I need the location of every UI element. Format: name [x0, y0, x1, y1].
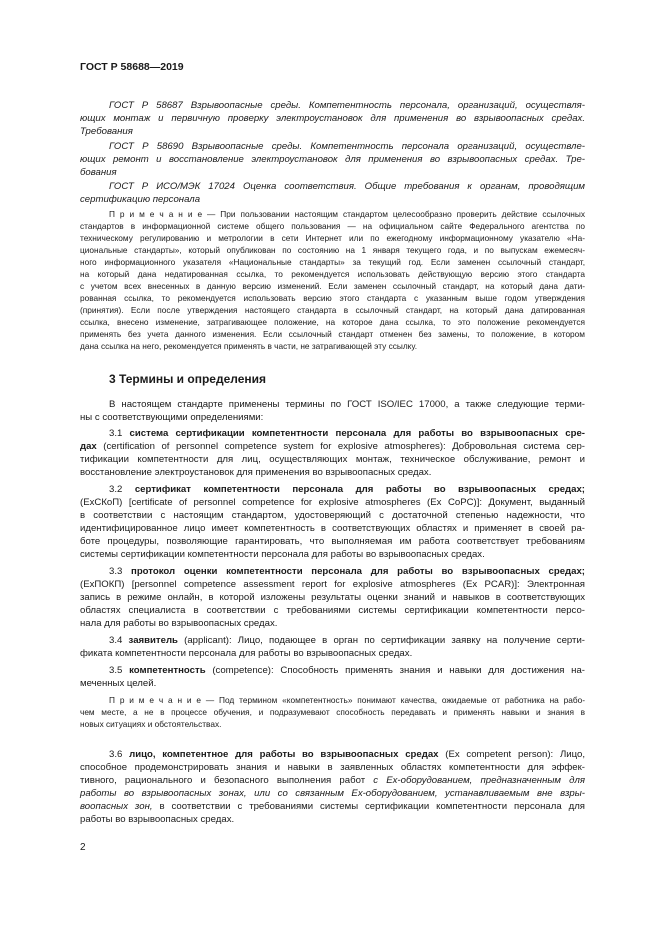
- term-title: система сертификации компетентности персонала для работы во взрывоопасных сре-: [129, 428, 585, 439]
- note-line: П р и м е ч а н и е — Под термином «компетентность» понимают качества, ожидаемые от работника на рабо-: [109, 695, 585, 705]
- note-line: ного информационного указателя «Национальные стандарты» за текущий год. Если заменен ссылочный стандарт,: [80, 257, 585, 267]
- reference-line: ГОСТ Р ИСО/МЭК 17024 Оценка соответствия. Общие требования к органам, проводящим: [109, 181, 585, 192]
- term-3-2-line: [109, 483, 585, 496]
- term-definition: (applicant): Лицо, подающее в орган по сертификации заявку на получение серти-: [177, 635, 585, 646]
- page-number: 2: [80, 842, 86, 853]
- term-3-5-line: [109, 664, 585, 677]
- paragraph-line: ны с соответствующими определениями:: [80, 412, 264, 423]
- term-definition: (Ex competent person): Лицо,: [438, 749, 585, 760]
- term-title: заявитель: [128, 635, 178, 646]
- term-definition: (ExСКоП) [certificate of personnel competence for explosive atmospheres (Ex CoPC)]: Документ, выданный: [80, 497, 585, 508]
- term-number: 3.2: [109, 484, 123, 495]
- note-line: дана ссылка на него, рекомендуется применять в части, не затрагивающей эту ссылку.: [80, 341, 418, 351]
- term-title: сертификат компетентности персонала для работы во взрывоопасных средах;: [134, 484, 585, 495]
- term-title: компетентность: [129, 665, 206, 676]
- note-line: новых ситуациях и обстоятельствах.: [80, 719, 222, 729]
- term-title: протокол оценки компетентности персонала для работы во взрывоопасных средах;: [131, 566, 585, 577]
- term-definition: идентифицированное лицо имеет компетентность в соответствующих областях и применяет в своей ра-: [80, 523, 585, 534]
- paragraph-line: В настоящем стандарте применены термины по ГОСТ ISO/IEC 17000, а также следующие терми-: [109, 399, 585, 410]
- note-line: ссылка, внесено изменение, затрагивающее положение, на которое дана ссылка, то это положение рекомендуется: [80, 317, 585, 327]
- term-3-3-line: [109, 565, 585, 578]
- reference-line: ющих монтаж и первичную проверку электроустановок для применения во взрывоопасных средах.: [80, 113, 585, 124]
- note-line: техническому регулированию и метрологии в сети Интернет или по ежегодному информационному указателю «На-: [80, 233, 585, 243]
- reference-line: Требования: [80, 126, 133, 137]
- term-3-4-line: [109, 634, 585, 647]
- reference-line: сертификацию персонала: [80, 194, 201, 205]
- term-definition: тификации компетентности для лиц, осуществляющих монтаж, техническое обслуживание, ремонт и: [80, 454, 585, 465]
- term-definition: (certification of personnel competence system for explosive atmospheres): Добровольная система сер-: [96, 441, 585, 452]
- note-line: чем месте, а не в процессе обучения, и подразумевают способность передавать и применять навыки и знания в: [80, 707, 585, 717]
- note-line: циональные стандарты», который опубликован по состоянию на 1 января текущего года, и по выпускам ежемесяч-: [80, 245, 585, 255]
- term-definition-italic: работы во взрывоопасных зонах, или со связанным Ex-оборудованием, устанавливаемым вне взры-: [80, 788, 585, 799]
- term-number: 3.1: [109, 428, 123, 439]
- reference-line: ющих ремонт и восстановление электроустановок для применения во взрывоопасных средах. Тре-: [80, 154, 585, 165]
- term-3-1-line: [109, 427, 585, 440]
- section-heading: 3 Термины и определения: [109, 372, 267, 386]
- term-3-6-line: [80, 800, 585, 813]
- term-3-1-line: [80, 440, 585, 453]
- term-definition: меченных целей.: [80, 678, 157, 689]
- term-definition: нала для работы во взрывоопасных средах.: [80, 618, 278, 629]
- reference-line: ГОСТ Р 58690 Взрывоопасные среды. Компетентность персонала организаций, осуществле-: [109, 141, 585, 152]
- term-definition: в соответствии с требованиями системы сертификации компетентности персонала для: [152, 801, 585, 812]
- note-line: П р и м е ч а н и е — При пользовании настоящим стандартом целесообразно проверить действие ссылочных: [109, 209, 585, 219]
- term-number: 3.4: [109, 635, 123, 646]
- term-definition: (ExПОКП) [personnel competence assessment report for explosive atmospheres (Ex PCAR)]: Электронная: [80, 579, 585, 590]
- term-definition: запись в режиме онлайн, в которой изложены результаты оценки знаний и навыков в соответствующих: [80, 592, 585, 603]
- term-title: дах: [80, 441, 97, 452]
- term-definition: (competence): Способность применять знания и навыки для достижения на-: [205, 665, 586, 676]
- page-header-title: ГОСТ Р 58688—2019: [80, 61, 184, 73]
- term-definition: работы во взрывоопасных средах.: [80, 814, 235, 825]
- note-line: применять без учета данного изменения. Если ссылочный стандарт отменен без замены, то положение, в котором: [80, 329, 585, 339]
- term-definition: областях специалиста в соответствии с требованиями системы сертификации компетентности персо-: [80, 605, 585, 616]
- term-3-6-line: [80, 774, 585, 787]
- term-definition: восстановление электроустановок для применения во взрывоопасных средах.: [80, 467, 432, 478]
- reference-line: ГОСТ Р 58687 Взрывоопасные среды. Компетентность персонала, организаций, осуществля-: [109, 100, 585, 111]
- term-definition-italic: с Ex-оборудованием, предназначенным для: [373, 775, 585, 786]
- term-definition: в соответствии с настоящим стандартом, удостоверяющий с достаточной степенью надежности, что: [80, 510, 585, 521]
- note-line: рованная ссылка, то рекомендуется использовать версию этого стандарта с указанным выше годом утверждения: [80, 293, 585, 303]
- term-definition: тивного, рационального и безопасного выполнения работ: [80, 775, 374, 786]
- note-line: стандартов в информационной системе общего пользования — на официальном сайте Федерального агентства по: [80, 221, 585, 231]
- term-number: 3.5: [109, 665, 123, 676]
- reference-line: бования: [80, 167, 117, 178]
- term-3-6-line: [109, 748, 585, 761]
- term-definition-italic: воопасных зон,: [80, 801, 153, 812]
- term-number: 3.3: [109, 566, 123, 577]
- note-line: на который дана недатированная ссылка, то рекомендуется использовать действующую версию этого стандарта: [80, 269, 585, 279]
- term-title: лицо, компетентное для работы во взрывоопасных средах: [129, 749, 439, 760]
- term-number: 3.6: [109, 749, 123, 760]
- term-definition: способное продемонстрировать знания и навыки в заявленных областях компетентности для эффек-: [80, 762, 585, 773]
- note-line: с учетом всех внесенных в данную версию изменений. Если заменен ссылочный стандарт, на который дана дати-: [80, 281, 585, 291]
- note-line: (принятия). Если после утверждения настоящего стандарта в ссылочный стандарт, на который дана датированная: [80, 305, 585, 315]
- term-definition: фиката компетентности персонала для работы во взрывоопасных средах.: [80, 648, 413, 659]
- term-definition: боте процедуры, позволяющие гарантировать, что выполняемая им работа соответствует требованиям: [80, 536, 585, 547]
- term-definition: системы сертификации компетентности персонала для работы во взрывоопасных средах.: [80, 549, 485, 560]
